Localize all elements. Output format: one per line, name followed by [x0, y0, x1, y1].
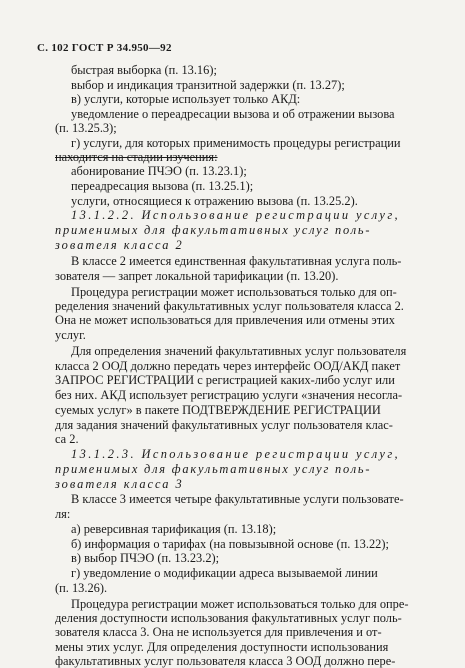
- text-line: г) услуги, для которых применимость процедуры регистрации: [71, 136, 401, 150]
- text-line: переадресация вызова (п. 13.25.1);: [71, 179, 254, 193]
- list-item: в) выбор ПЧЭО (п. 13.23.2);: [71, 551, 220, 565]
- text-line: (п. 13.26).: [55, 581, 108, 595]
- text-line: абонирование ПЧЭО (п. 13.23.1);: [71, 164, 247, 178]
- text-line: зователя класса 3. Она не используется для привлечения и от-: [55, 625, 382, 639]
- section-heading: 13.1.2.3. Использование регистрации услуг,: [71, 447, 401, 461]
- text-line: Она не может использоваться для привлечения или отмены этих: [55, 313, 395, 327]
- text-line: Для определения значений факультативных услуг пользователя: [71, 344, 407, 358]
- text-line: без них. АКД использует регистрацию услуги «значения несогла-: [55, 388, 403, 402]
- section-heading: зователя класса 2: [55, 238, 184, 252]
- page-header: С. 102 ГОСТ Р 34.950—92: [37, 42, 172, 54]
- text-line: зователя — запрет локальной тарификации (п. 13.20).: [55, 269, 339, 283]
- text-line: мены этих услуг. Для определения доступности использования: [55, 640, 389, 654]
- text-line: факультативных услуг пользователя класса 3 ООД должно пере-: [55, 654, 396, 668]
- text-line: находится на стадии изучения:: [55, 150, 218, 164]
- section-heading: 13.1.2.2. Использование регистрации услуг,: [71, 208, 401, 222]
- list-item: а) реверсивная тарификация (п. 13.18);: [71, 522, 277, 536]
- text-line: ля:: [55, 507, 71, 521]
- text-line: уведомление о переадресации вызова и об отражении вызова: [71, 107, 395, 121]
- text-line: ЗАПРОС РЕГИСТРАЦИИ с регистрацией каких-либо услуг или: [55, 373, 395, 387]
- text-line: для задания значений факультативных услуг пользователя клас-: [55, 418, 393, 432]
- text-line: класса 2 ООД должно передать через интерфейс ООД/АКД пакет: [55, 359, 401, 373]
- text-line: са 2.: [55, 432, 79, 446]
- text-line: (п. 13.25.3);: [55, 121, 117, 135]
- text-line: услуг.: [55, 328, 86, 342]
- text-line: в) услуги, которые использует только АКД:: [71, 92, 301, 106]
- text-line: ределения значений факультативных услуг пользователя класса 2.: [55, 299, 404, 313]
- text-line: выбор и индикация транзитной задержки (п. 13.27);: [71, 78, 345, 92]
- list-item: г) уведомление о модификации адреса вызываемой линии: [71, 566, 378, 580]
- text-line: деления доступности использования факультативных услуг поль-: [55, 611, 402, 625]
- list-item: б) информация о тарифах (на повызывной основе (п. 13.22);: [71, 537, 389, 551]
- text-line: суемых услуг» в пакете ПОДТВЕРЖДЕНИЕ РЕГИСТРАЦИИ: [55, 403, 381, 417]
- text-line: В классе 3 имеется четыре факультативные услуги пользовате-: [71, 492, 404, 506]
- text-line: В классе 2 имеется единственная факультативная услуга поль-: [71, 254, 402, 268]
- section-heading: зователя класса 3: [55, 477, 184, 491]
- text-line: Процедура регистрации может использоваться только для оп-: [71, 285, 397, 299]
- section-heading: применимых для факультативных услуг поль-: [55, 462, 372, 476]
- text-line: услуги, относящиеся к отражению вызова (п. 13.25.2).: [71, 194, 358, 208]
- text-line: Процедура регистрации может использоваться только для опре-: [71, 597, 409, 611]
- section-heading: применимых для факультативных услуг поль-: [55, 223, 372, 237]
- text-line: быстрая выборка (п. 13.16);: [71, 63, 217, 77]
